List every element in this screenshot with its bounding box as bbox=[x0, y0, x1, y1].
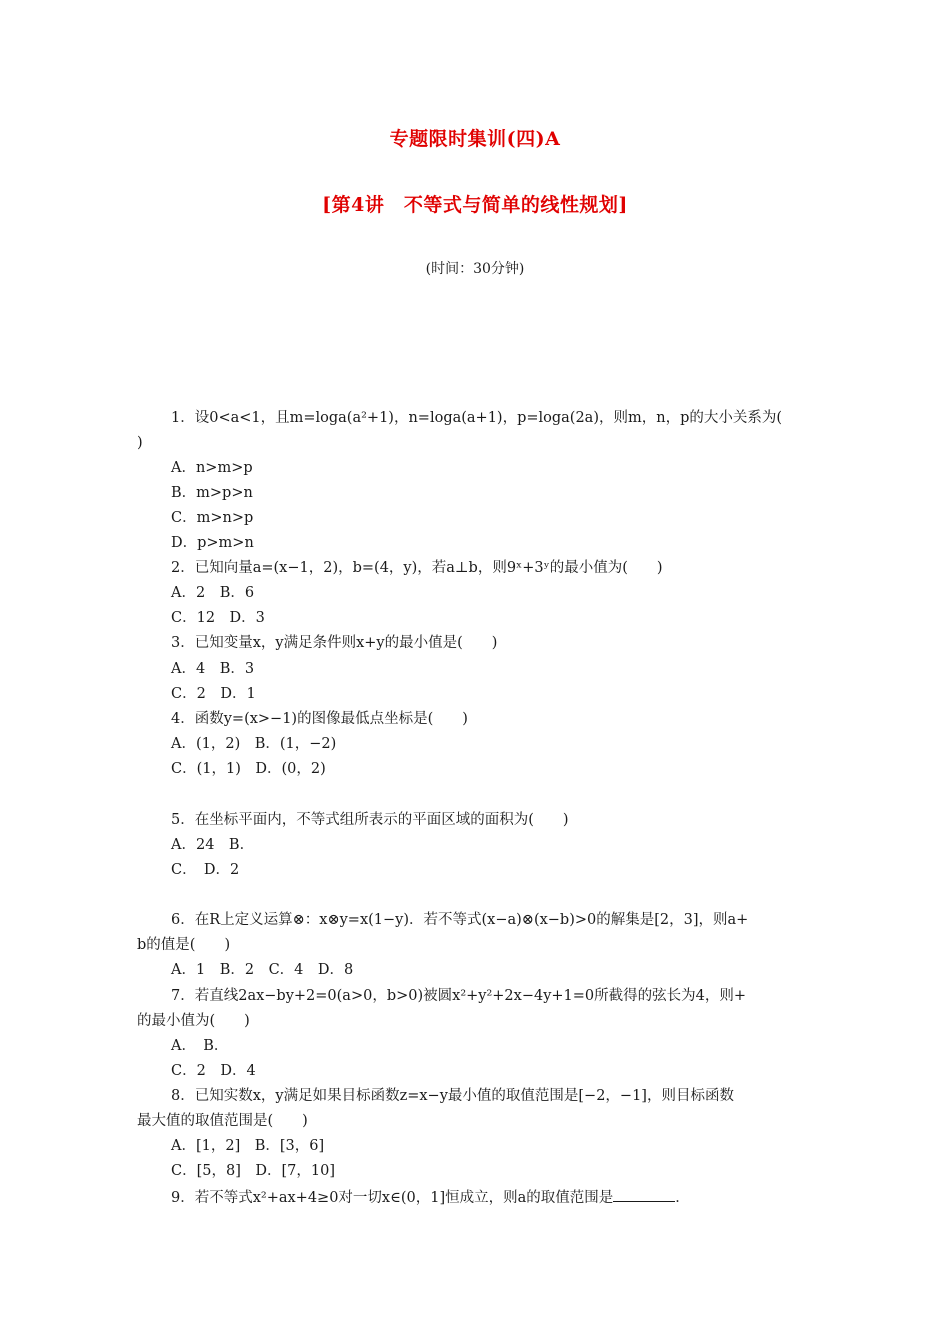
question-8-stem-cont: 最大值的取值范围是( ) bbox=[137, 1113, 308, 1129]
question-1-option-c: C．m>n>p bbox=[171, 510, 254, 526]
question-5-options-cd: C． D．2 bbox=[171, 862, 240, 878]
question-8-stem: 8．已知实数x，y满足如果目标函数z=x−y最小值的取值范围是[−2，−1]，则目标函数 bbox=[171, 1088, 734, 1104]
question-4-options-cd: C．(1，1) D．(0，2) bbox=[171, 761, 326, 777]
question-8-options-cd: C．[5，8] D．[7，10] bbox=[171, 1163, 335, 1179]
question-1-option-a: A．n>m>p bbox=[171, 460, 253, 476]
question-5-options-ab: A．24 B． bbox=[171, 837, 255, 853]
question-7-options-cd: C．2 D．4 bbox=[171, 1063, 256, 1079]
question-1-option-d: D．p>m>n bbox=[171, 535, 254, 551]
question-6-stem-cont: b的值是( ) bbox=[137, 937, 231, 953]
time-limit: (时间：30分钟) bbox=[425, 261, 525, 277]
question-5-stem: 5．在坐标平面内，不等式组所表示的平面区域的面积为( ) bbox=[171, 812, 569, 828]
question-8-options-ab: A．[1，2] B．[3，6] bbox=[171, 1138, 325, 1154]
question-3-options-ab: A．4 B．3 bbox=[171, 661, 255, 677]
question-3-stem: 3．已知变量x，y满足条件则x+y的最小值是( ) bbox=[171, 635, 498, 651]
question-3-options-cd: C．2 D．1 bbox=[171, 686, 256, 702]
question-4-stem: 4．函数y=(x>−1)的图像最低点坐标是( ) bbox=[171, 711, 468, 727]
question-2-options-cd: C．12 D．3 bbox=[171, 610, 265, 626]
question-2-options-ab: A．2 B．6 bbox=[171, 585, 255, 601]
question-9 bbox=[171, 1187, 690, 1208]
question-7-stem-cont: 的最小值为( ) bbox=[137, 1013, 250, 1029]
question-4-options-ab: A．(1，2) B．(1，−2) bbox=[171, 736, 337, 752]
question-6-options: A．1 B．2 C．4 D．8 bbox=[171, 962, 354, 978]
question-9-end: ． bbox=[675, 1190, 690, 1206]
page-subtitle: [第4讲 不等式与简单的线性规划] bbox=[322, 194, 628, 216]
question-1-stem: 1．设0<a<1，且m=loga(a²+1)，n=loga(a+1)，p=loga(2a)，则m，n，p的大小关系为( bbox=[171, 410, 783, 426]
question-1-stem-cont: ) bbox=[137, 435, 143, 451]
page-title: 专题限时集训(四)A bbox=[389, 128, 561, 150]
question-9-stem: 9．若不等式x²+ax+4≥0对一切x∈(0，1]恒成立，则a的取值范围是 bbox=[171, 1190, 614, 1206]
question-6-stem: 6．在R上定义运算⊗：x⊗y=x(1−y)．若不等式(x−a)⊗(x−b)>0的解集是[2，3]，则a+ bbox=[171, 912, 749, 928]
answer-blank bbox=[613, 1187, 675, 1202]
question-1-option-b: B．m>p>n bbox=[171, 485, 253, 501]
question-7-options-ab: A． B． bbox=[171, 1038, 229, 1054]
question-2-stem: 2．已知向量a=(x−1，2)，b=(4，y)，若a⊥b，则9ˣ+3ʸ的最小值为( ) bbox=[171, 560, 663, 576]
question-7-stem: 7．若直线2ax−by+2=0(a>0，b>0)被圆x²+y²+2x−4y+1=0所截得的弦长为4，则+ bbox=[171, 988, 747, 1004]
